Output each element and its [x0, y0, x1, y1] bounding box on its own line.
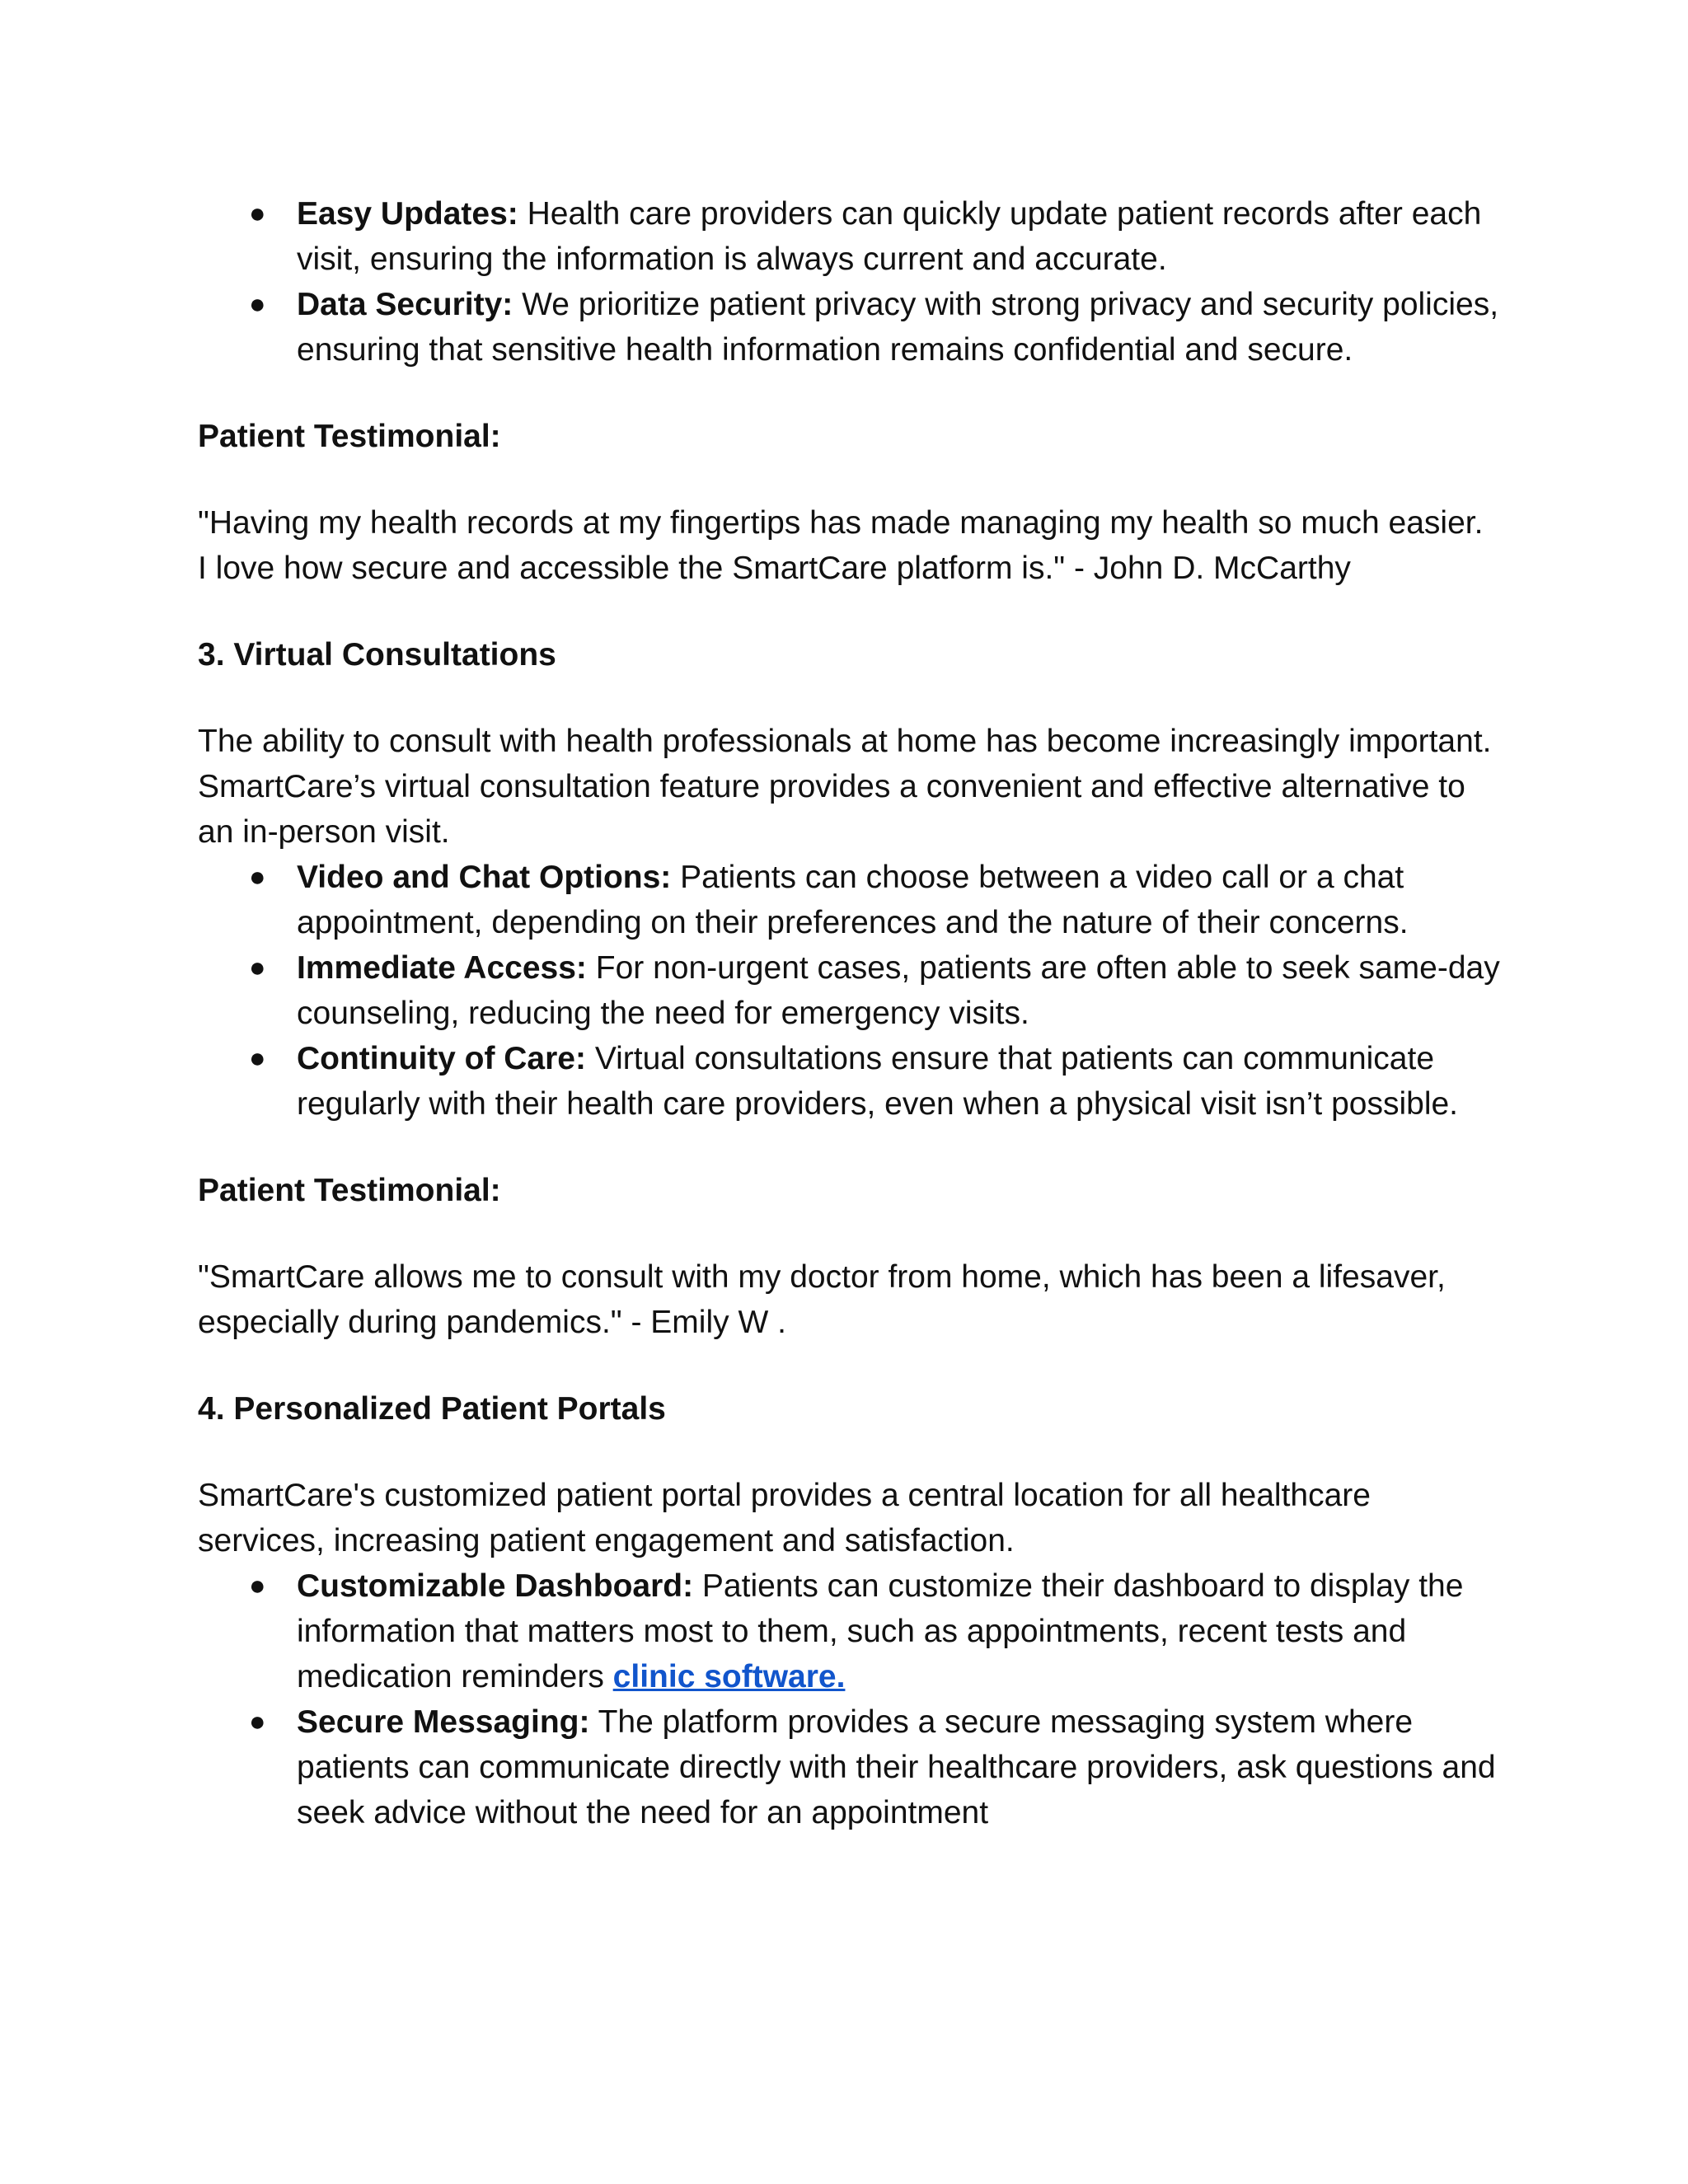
list-item-text: Virtual consultations ensure that patients can communicate regularly with their health care providers, even when a physical visit isn’t possible.	[297, 1041, 1459, 1122]
section4-bullet-list	[198, 1563, 1500, 1835]
list-item-text: The platform provides a secure messaging system where patients can communicate directly with their healthcare providers, ask questions and seek advice without the need for an appointment	[297, 1704, 1496, 1830]
list-item-term: Continuity of Care:	[297, 1041, 586, 1076]
bullet-icon: ●	[249, 1570, 266, 1601]
document-page	[198, 191, 1500, 1835]
bullet-icon: ●	[249, 1043, 266, 1074]
testimonial-quote: "Having my health records at my fingertips has made managing my health so much easier. I love how secure and accessible the SmartCare platform is." - John D. McCarthy	[198, 505, 1484, 586]
section-heading: 4. Personalized Patient Portals	[198, 1391, 666, 1427]
list-item-term: Customizable Dashboard:	[297, 1568, 694, 1604]
testimonial-heading: Patient Testimonial:	[198, 419, 501, 454]
list-item-text: Patients can choose between a video call or a chat appointment, depending on their preferences and the nature of their concerns.	[297, 860, 1409, 940]
list-item	[198, 855, 1500, 945]
list-item-term: Secure Messaging:	[297, 1704, 590, 1740]
list-item-text: Patients can customize their dashboard to display the information that matters most to them, such as appointments, recent tests and medication reminders	[297, 1568, 1464, 1694]
clinic-software-link[interactable]: clinic software.	[612, 1659, 846, 1694]
list-item	[198, 1036, 1500, 1127]
list-item-term: Easy Updates:	[297, 196, 518, 232]
list-item	[198, 282, 1500, 373]
bullet-icon: ●	[249, 1706, 266, 1737]
list-item-term: Data Security:	[297, 287, 513, 322]
bullet-icon: ●	[249, 861, 266, 893]
bullet-icon: ●	[249, 198, 266, 229]
testimonial-heading: Patient Testimonial:	[198, 1173, 501, 1208]
list-item	[198, 1563, 1500, 1699]
list-item-text: We prioritize patient privacy with strong privacy and security policies, ensuring that sensitive health information remains confidential and secure.	[297, 287, 1499, 368]
list-item-term: Video and Chat Options:	[297, 860, 672, 895]
bullet-icon: ●	[249, 952, 266, 983]
section2-bullet-list	[198, 191, 1500, 373]
section-heading: 3. Virtual Consultations	[198, 637, 556, 673]
section-intro: SmartCare's customized patient portal provides a central location for all healthcare services, increasing patient engagement and satisfaction.	[198, 1478, 1371, 1558]
list-item	[198, 191, 1500, 282]
list-item-text: For non-urgent cases, patients are often able to seek same-day counseling, reducing the need for emergency visits.	[297, 950, 1500, 1031]
list-item	[198, 945, 1500, 1036]
list-item	[198, 1699, 1500, 1835]
section3-bullet-list	[198, 855, 1500, 1127]
list-item-text: Health care providers can quickly update patient records after each visit, ensuring the information is always current and accurate.	[297, 196, 1482, 277]
list-item-term: Immediate Access:	[297, 950, 587, 986]
bullet-icon: ●	[249, 288, 266, 320]
testimonial-quote: "SmartCare allows me to consult with my doctor from home, which has been a lifesaver, especially during pandemics." - Emily W .	[198, 1259, 1446, 1340]
section-intro: The ability to consult with health professionals at home has become increasingly important. SmartCare’s virtual consultation feature provides a convenient and effective alternative to an in-person visit.	[198, 724, 1492, 850]
